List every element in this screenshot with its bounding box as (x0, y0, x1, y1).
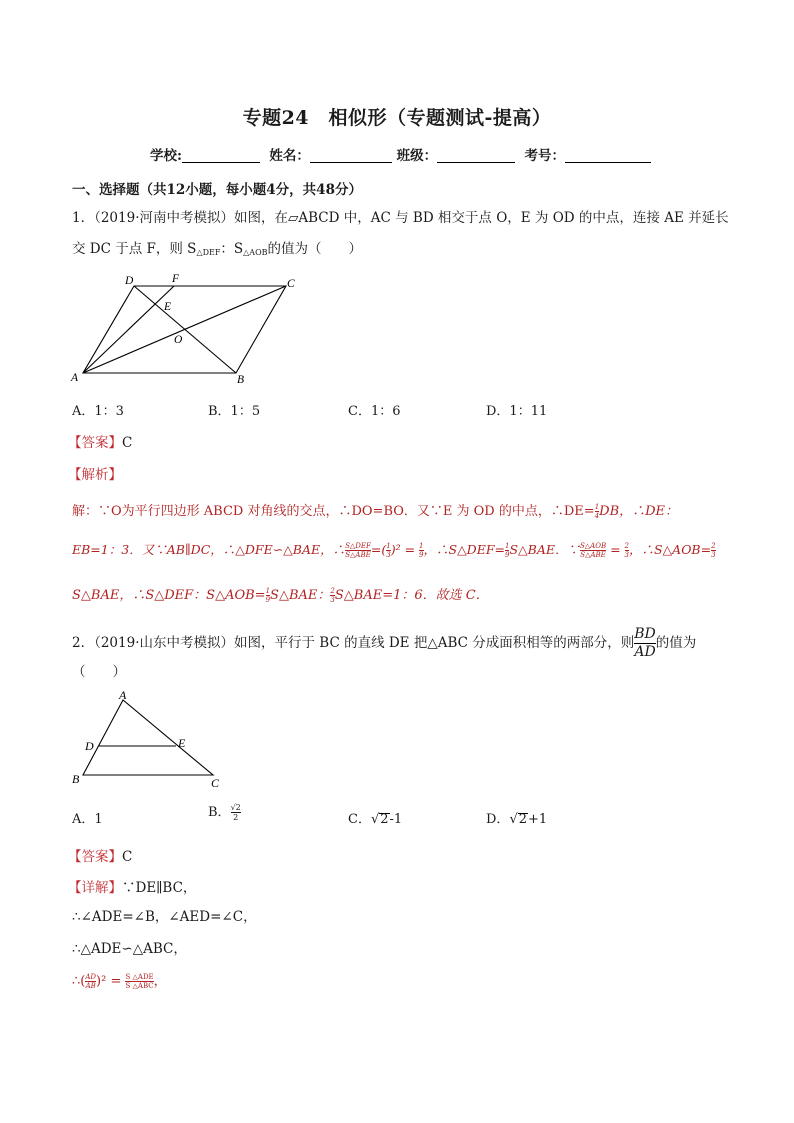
frac-den: 3 (386, 551, 391, 559)
q1-solution-line2 (72, 540, 716, 559)
triangle-abc (83, 700, 213, 775)
frac-num: 1 (265, 587, 271, 595)
frac-num: 1 (386, 542, 391, 550)
q2-detail-line2: ∴∠ADE=∠B，∠AED=∠C， (72, 909, 257, 925)
q2-answer-label: 【答案】 (68, 849, 122, 865)
frac-num: AD (85, 973, 97, 981)
q1-option-b: B．1：5 (208, 404, 261, 419)
q1-sol2-a: EB=1：3．又∵AB∥DC，∴△DFE∽△BAE，∴ (72, 542, 346, 557)
q1-sol3-b: S△BAE： (270, 588, 331, 603)
frac-num: 2 (330, 587, 335, 595)
q2-detail4-mid: ² = (101, 974, 126, 989)
q1-sol3-a: S△BAE，∴S△DEF：S△AOB= (72, 588, 266, 603)
q1-answer-label: 【答案】 (68, 435, 122, 451)
q2-detail-line3: ∴△ADE∽△ABC， (72, 941, 187, 957)
q1-sol2-e: S△BAE．∵ (509, 542, 580, 557)
frac-num: 2 (711, 542, 716, 550)
label-e: E (164, 301, 172, 313)
frac-den: 9 (265, 596, 271, 604)
q1-sol2-frac7 (711, 542, 715, 559)
frac-den: S△ABE (580, 551, 606, 559)
q1-answer-value: C (122, 435, 133, 451)
q1-sol2-c: )² = (390, 542, 420, 557)
q1-sol3-c: S△BAE=1：6．故选 C． (334, 588, 489, 603)
label-d: D (125, 275, 134, 287)
q1-sol2-b: =( (370, 542, 387, 557)
student-info-line (150, 144, 651, 164)
q2-option-c: C．√2-1 (348, 812, 403, 827)
frac-num: S△AOB (579, 542, 607, 550)
q1-solution-line3 (72, 584, 489, 604)
q1-line2-prefix: 交 DC 于点 F，则 S (72, 241, 197, 257)
frac-num: 1 (594, 503, 600, 511)
q2-option-b (208, 801, 241, 822)
q2-triangle-figure (66, 688, 236, 792)
label-f: F (172, 273, 180, 285)
class-blank (437, 148, 515, 163)
q2-detail4-end: ， (153, 974, 167, 989)
q1-sol2-g: ，∴S△AOB= (628, 542, 712, 557)
frac-den: 2 (233, 813, 239, 822)
class-label: 班级： (396, 148, 438, 164)
q2-detail1: ∵DE∥BC， (122, 880, 197, 896)
frac-den: 3 (624, 551, 629, 559)
frac-den: AD (634, 644, 656, 660)
q1-colon: ：S (220, 241, 244, 257)
frac-den: S △ABC (125, 982, 154, 990)
q2-line1 (72, 626, 696, 661)
diagonal-bd (134, 286, 236, 373)
q2-answer (68, 845, 132, 865)
number-blank (565, 148, 651, 163)
number-label: 考号： (524, 148, 565, 164)
q2-line2: （ ） (72, 664, 126, 680)
label-o: O (174, 334, 183, 346)
q1-sol2-frac1 (345, 542, 371, 559)
q2-option-b-prefix: B． (208, 805, 231, 820)
label-d: D (85, 739, 94, 753)
q1-sol2-frac5 (580, 542, 606, 559)
frac-den: AB (85, 982, 96, 990)
frac-den: 3 (711, 551, 716, 559)
frac-num: 1 (504, 542, 510, 550)
school-label: 学校: (150, 148, 182, 164)
q1-option-c: C．1：6 (348, 404, 401, 419)
page-title: 专题24 相似形（专题测试-提高） (242, 107, 552, 129)
q2-line1-end: 的值为 (655, 635, 697, 651)
frac-num: 2 (624, 542, 629, 550)
q2-detail4-prefix: ∴ (72, 974, 81, 989)
name-blank (310, 148, 392, 163)
q1-option-d: D．1：11 (486, 404, 548, 419)
q1-sol1-end: DB，∴DE： (599, 504, 679, 519)
frac-den: S△ABE (345, 551, 371, 559)
frac-den: 3 (330, 596, 335, 604)
school-blank (182, 148, 260, 163)
label-b: B (237, 374, 245, 386)
frac-den: 9 (504, 551, 510, 559)
q2-detail4-frac1 (85, 973, 96, 990)
name-label: 姓名： (269, 148, 310, 164)
q1-solution-line1 (72, 500, 678, 520)
q1-sub-aob: △AOB (243, 248, 268, 257)
q2-option-d-root: 2 (518, 812, 528, 827)
q2-line1-text: 2．（2019·山东中考模拟）如图，平行于 BC 的直线 DE 把△ABC 分成面积相等的两部分，则 (72, 635, 635, 651)
q2-option-d: D．√2+1 (486, 812, 548, 827)
label-e: E (178, 736, 186, 750)
frac-den: 4 (594, 512, 600, 520)
q2-detail-line1 (68, 876, 196, 896)
label-a: A (119, 688, 127, 702)
label-a: A (71, 372, 79, 384)
q1-sub-def: △DEF (196, 248, 221, 257)
frac-num: BD (634, 626, 656, 642)
q2-option-d-suffix: +1 (528, 812, 548, 827)
q2-detail4-frac2 (125, 973, 153, 990)
frac-num: S △ADE (125, 973, 154, 981)
q1-line1: 1．（2019·河南中考模拟）如图，在▱ABCD 中，AC 与 BD 相交于点 O，E 为 OD 的中点，连接 AE 并延长 (72, 210, 729, 226)
q1-option-a: A．1：3 (72, 404, 124, 419)
q2-option-b-frac (231, 803, 241, 822)
q1-line2 (72, 240, 362, 262)
q2-detail-line4: ∴( $\frac{AD}{AB}$ )² = $\frac{\text{S △ADE}}{\text{S △ABC}}$ ， (72, 973, 167, 990)
label-c: C (211, 776, 220, 790)
section-heading: 一、选择题（共12小题，每小题4分，共48分） (72, 182, 362, 198)
frac-num: 1 (419, 542, 424, 550)
q1-sol1-text: 解：∵O为平行四边形 ABCD 对角线的交点，∴DO=BO．又∵E 为 OD 的中点，∴DE= (72, 504, 595, 519)
q2-option-a: A．1 (72, 812, 103, 827)
q1-parallelogram-figure (66, 268, 316, 388)
label-c: C (287, 278, 295, 290)
q1-sol2-d: ，∴S△DEF= (423, 542, 505, 557)
q1-sol2-f: = (606, 542, 625, 557)
q1-answer (68, 431, 132, 451)
frac-den: 9 (419, 551, 424, 559)
frac-num: S△DEF (345, 542, 371, 550)
q2-option-c-prefix: C． (348, 812, 371, 827)
label-b: B (72, 772, 80, 786)
q1-analysis-label: 【解析】 (68, 467, 122, 483)
q2-detail-label: 【详解】 (68, 880, 122, 896)
q1-line2-suffix: 的值为（ ） (267, 241, 363, 257)
line-af (83, 286, 174, 373)
q2-option-d-prefix: D． (486, 812, 510, 827)
q2-option-c-root: 2 (380, 812, 389, 827)
q2-option-c-suffix: -1 (389, 812, 403, 827)
q2-ratio-frac (634, 626, 656, 661)
q2-answer-value: C (122, 849, 133, 865)
frac-num: √2 (230, 803, 241, 812)
